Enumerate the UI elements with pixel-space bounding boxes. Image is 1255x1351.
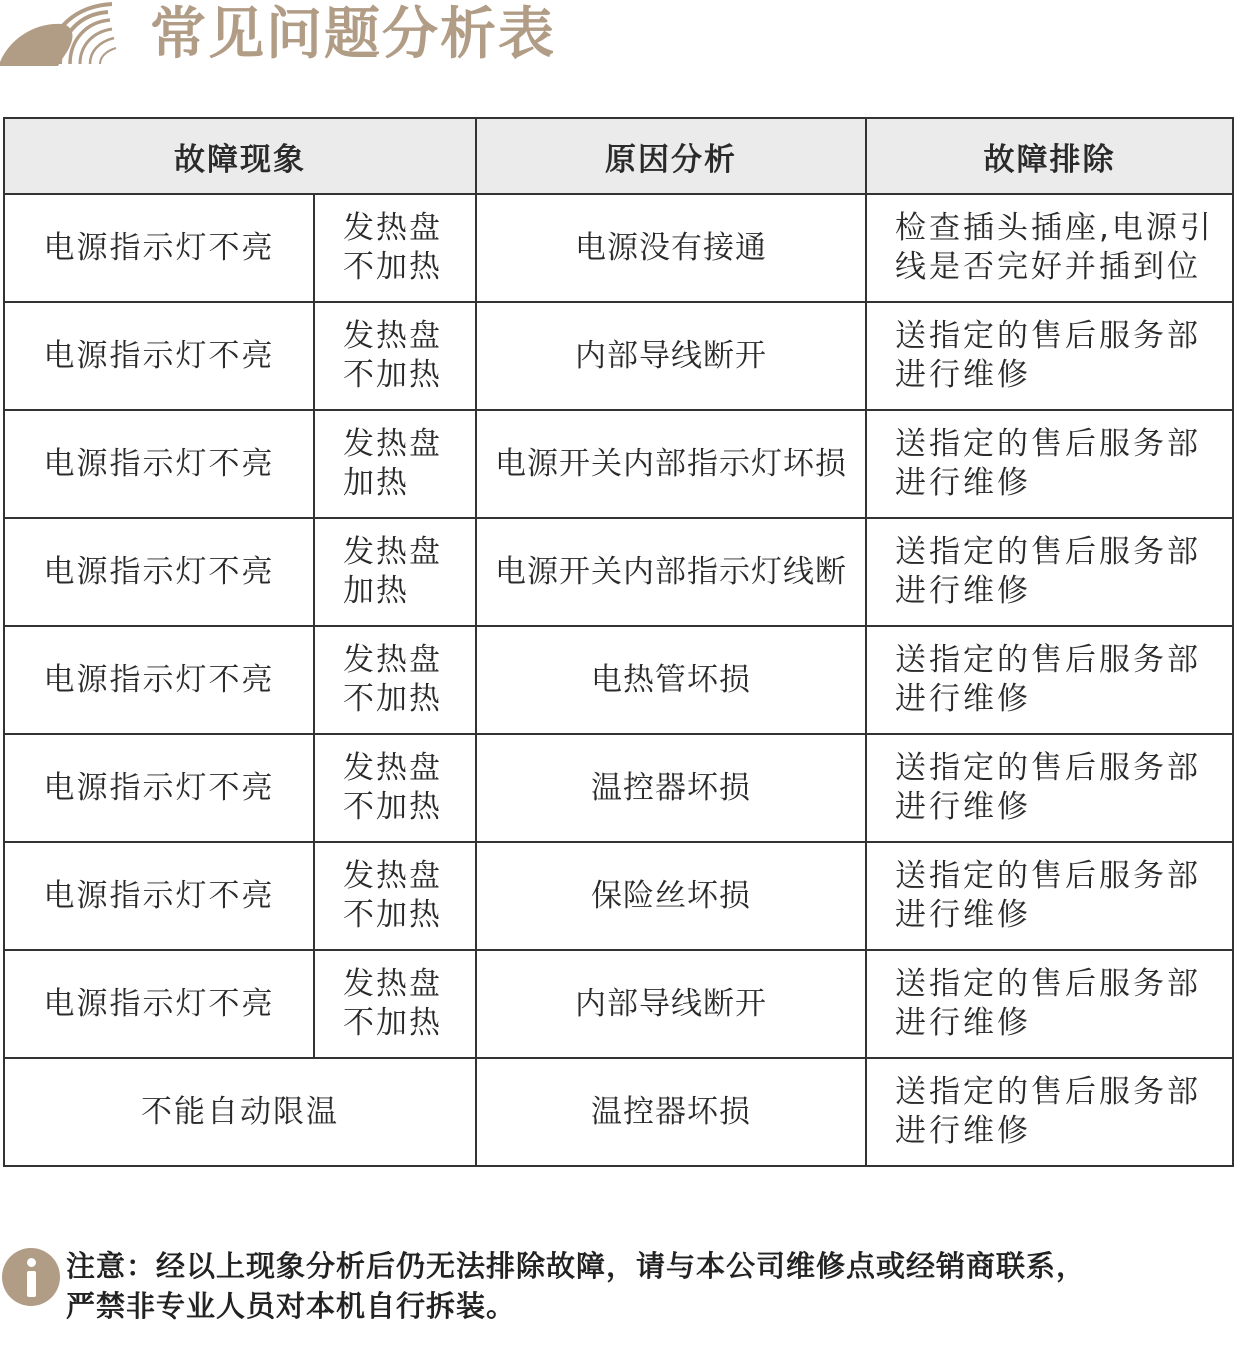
cause-cell: 温控器坏损	[476, 1058, 866, 1166]
symptom-cell: 电源指示灯不亮	[4, 194, 314, 302]
heat-status-cell: 发热盘 不加热	[314, 734, 476, 842]
cause-cell: 温控器坏损	[476, 734, 866, 842]
fix-cell: 送指定的售后服务部 进行维修	[866, 518, 1233, 626]
header-fix: 故障排除	[866, 118, 1233, 194]
table-row	[4, 842, 1233, 950]
heat-status-cell: 发热盘 不加热	[314, 194, 476, 302]
arc-lines-logo-icon	[0, 0, 130, 70]
symptom-cell: 电源指示灯不亮	[4, 950, 314, 1058]
info-icon	[2, 1248, 60, 1306]
cause-cell: 内部导线断开	[476, 950, 866, 1058]
heat-status-cell: 发热盘 不加热	[314, 950, 476, 1058]
cause-cell: 电源开关内部指示灯坏损	[476, 410, 866, 518]
fix-cell: 送指定的售后服务部 进行维修	[866, 410, 1233, 518]
heat-status-cell: 发热盘 加热	[314, 518, 476, 626]
fix-cell: 送指定的售后服务部 进行维修	[866, 1058, 1233, 1166]
table-row	[4, 410, 1233, 518]
header	[0, 0, 1255, 80]
symptom-cell: 电源指示灯不亮	[4, 734, 314, 842]
note-line-2: 严禁非专业人员对本机自行拆装。	[66, 1289, 517, 1323]
heat-status-cell: 发热盘 不加热	[314, 842, 476, 950]
fix-cell: 送指定的售后服务部 进行维修	[866, 302, 1233, 410]
cause-cell: 电热管坏损	[476, 626, 866, 734]
header-cause: 原因分析	[476, 118, 866, 194]
symptom-cell: 电源指示灯不亮	[4, 518, 314, 626]
symptom-cell: 电源指示灯不亮	[4, 626, 314, 734]
fix-cell: 送指定的售后服务部 进行维修	[866, 842, 1233, 950]
cause-cell: 保险丝坏损	[476, 842, 866, 950]
fix-cell: 送指定的售后服务部 进行维修	[866, 734, 1233, 842]
fault-analysis-table	[3, 117, 1234, 1167]
note-section	[0, 1240, 1255, 1330]
cause-cell: 电源没有接通	[476, 194, 866, 302]
heat-status-cell: 发热盘 加热	[314, 410, 476, 518]
fix-cell: 检查插头插座,电源引 线是否完好并插到位	[866, 194, 1233, 302]
fix-cell: 送指定的售后服务部 进行维修	[866, 626, 1233, 734]
table-row	[4, 1058, 1233, 1166]
table-row	[4, 626, 1233, 734]
heat-status-cell: 发热盘 不加热	[314, 302, 476, 410]
symptom-cell: 电源指示灯不亮	[4, 302, 314, 410]
page-title: 常见问题分析表	[150, 2, 556, 67]
cause-cell: 电源开关内部指示灯线断	[476, 518, 866, 626]
symptom-cell: 电源指示灯不亮	[4, 842, 314, 950]
heat-status-cell: 发热盘 不加热	[314, 626, 476, 734]
note-text	[66, 1246, 1086, 1326]
table-row	[4, 302, 1233, 410]
note-line-1: 注意：经以上现象分析后仍无法排除故障，请与本公司维修点或经销商联系，	[66, 1249, 1087, 1283]
symptom-cell: 不能自动限温	[4, 1058, 476, 1166]
table-row	[4, 194, 1233, 302]
header-symptom: 故障现象	[4, 118, 476, 194]
table-row	[4, 734, 1233, 842]
cause-cell: 内部导线断开	[476, 302, 866, 410]
table-header-row	[4, 118, 1233, 194]
table-row	[4, 518, 1233, 626]
table-row	[4, 950, 1233, 1058]
symptom-cell: 电源指示灯不亮	[4, 410, 314, 518]
fix-cell: 送指定的售后服务部 进行维修	[866, 950, 1233, 1058]
